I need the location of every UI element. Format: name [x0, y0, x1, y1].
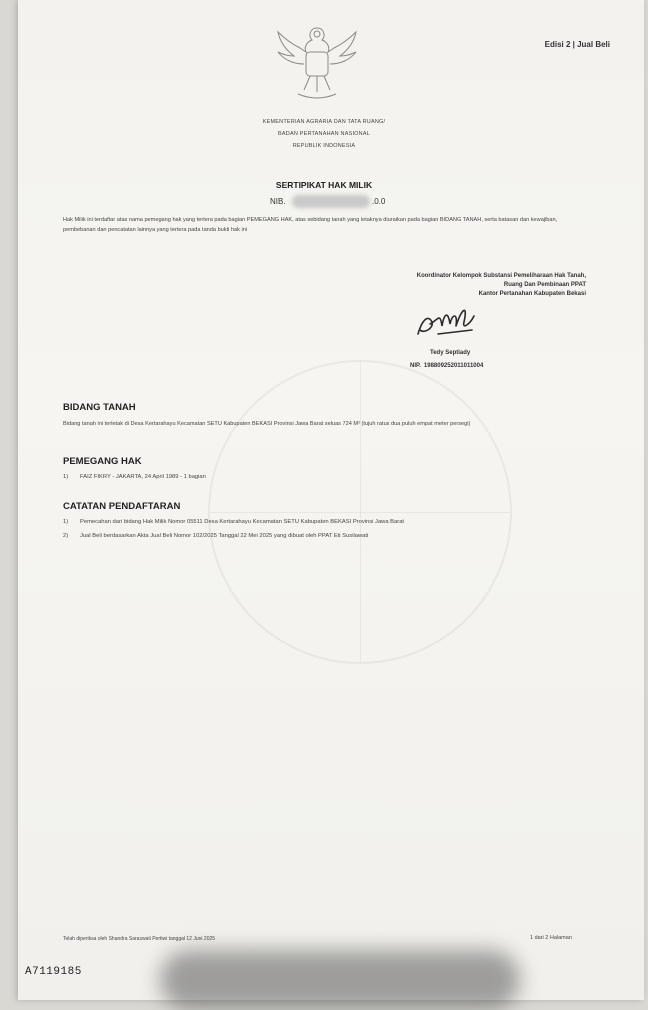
certificate-intro: Hak Milik ini terdaftar atas nama pemegang hak yang tertera pada bagian PEMEGANG HAK, atas sebidang tanah yang letaknya diuraikan pada bagian BIDANG TANAH, serta batasan dan kewajiban, pembebanan dan pencatatan lainnya yang tertera pada tanda bukti hak ini	[63, 217, 558, 233]
serial-number: A7119185	[25, 966, 82, 978]
ministry-line-1: KEMENTERIAN AGRARIA DAN TATA RUANG/	[262, 119, 386, 125]
checked-by-note: Telah diperiksa oleh Shandra Saraswati Pertiwi tanggal 12 Juni 2025	[63, 936, 216, 942]
item-number: 1)	[63, 474, 69, 480]
bidang-tanah-heading: BIDANG TANAH	[63, 402, 136, 413]
nip-value: 198809252011011004	[423, 363, 484, 369]
nip-label: NIP.	[410, 363, 421, 369]
signatory-line-1: Koordinator Kelompok Substansi Pemeliharaan Hak Tanah,	[416, 273, 586, 279]
nib-label: NIB.	[270, 197, 286, 206]
officer-nip	[410, 363, 483, 369]
list-item	[63, 533, 368, 539]
ministry-line-2: BADAN PERTANAHAN NASIONAL	[278, 131, 370, 137]
edition-label: Edisi 2 | Jual Beli	[544, 40, 610, 49]
signatory-line-2: Ruang Dan Pembinaan PPAT	[503, 282, 586, 288]
watermark-globe	[208, 360, 512, 664]
nib-redaction	[292, 195, 370, 208]
handwritten-signature	[412, 300, 482, 342]
item-number: 2)	[63, 533, 69, 539]
ministry-line-3: REPUBLIK INDONESIA	[292, 143, 356, 149]
list-item	[63, 519, 404, 525]
certificate-title: SERTIPIKAT HAK MILIK	[275, 180, 373, 190]
page-count: 1 dari 2 Halaman	[530, 935, 572, 941]
list-item	[63, 474, 206, 480]
nib-suffix: .0.0	[372, 197, 386, 206]
signatory-line-3: Kantor Pertanahan Kabupaten Bekasi	[478, 291, 586, 297]
pemegang-hak-heading: PEMEGANG HAK	[63, 456, 142, 467]
item-number: 1)	[63, 519, 69, 525]
item-text: Jual Beli berdasarkan Akta Jual Beli Nomor 102/2025 Tanggal 22 Mei 2025 yang dibuat oleh PPAT Eti Susilawati	[80, 533, 369, 539]
garuda-emblem-icon	[270, 18, 364, 104]
catatan-heading: CATATAN PENDAFTARAN	[63, 501, 181, 512]
item-text: Pemecahan dari bidang Hak Milik Nomor 05511 Desa Kertarahayu Kecamatan SETU Kabupaten BEKASI Provinsi Jawa Barat	[80, 519, 405, 525]
officer-name: Tedy Septiady	[430, 350, 471, 356]
bidang-tanah-text: Bidang tanah ini terletak di Desa Kertarahayu Kecamatan SETU Kabupaten BEKASI Provinsi Jawa Barat seluas 724 M² (tujuh ratus dua puluh empat meter persegi)	[63, 421, 471, 427]
certificate-sheet	[18, 0, 644, 1000]
item-text: FAIZ FIKRY - JAKARTA, 24 April 1989 - 1 bagian	[80, 474, 206, 480]
signatory-block	[306, 272, 586, 299]
redaction-blur	[160, 950, 520, 1010]
